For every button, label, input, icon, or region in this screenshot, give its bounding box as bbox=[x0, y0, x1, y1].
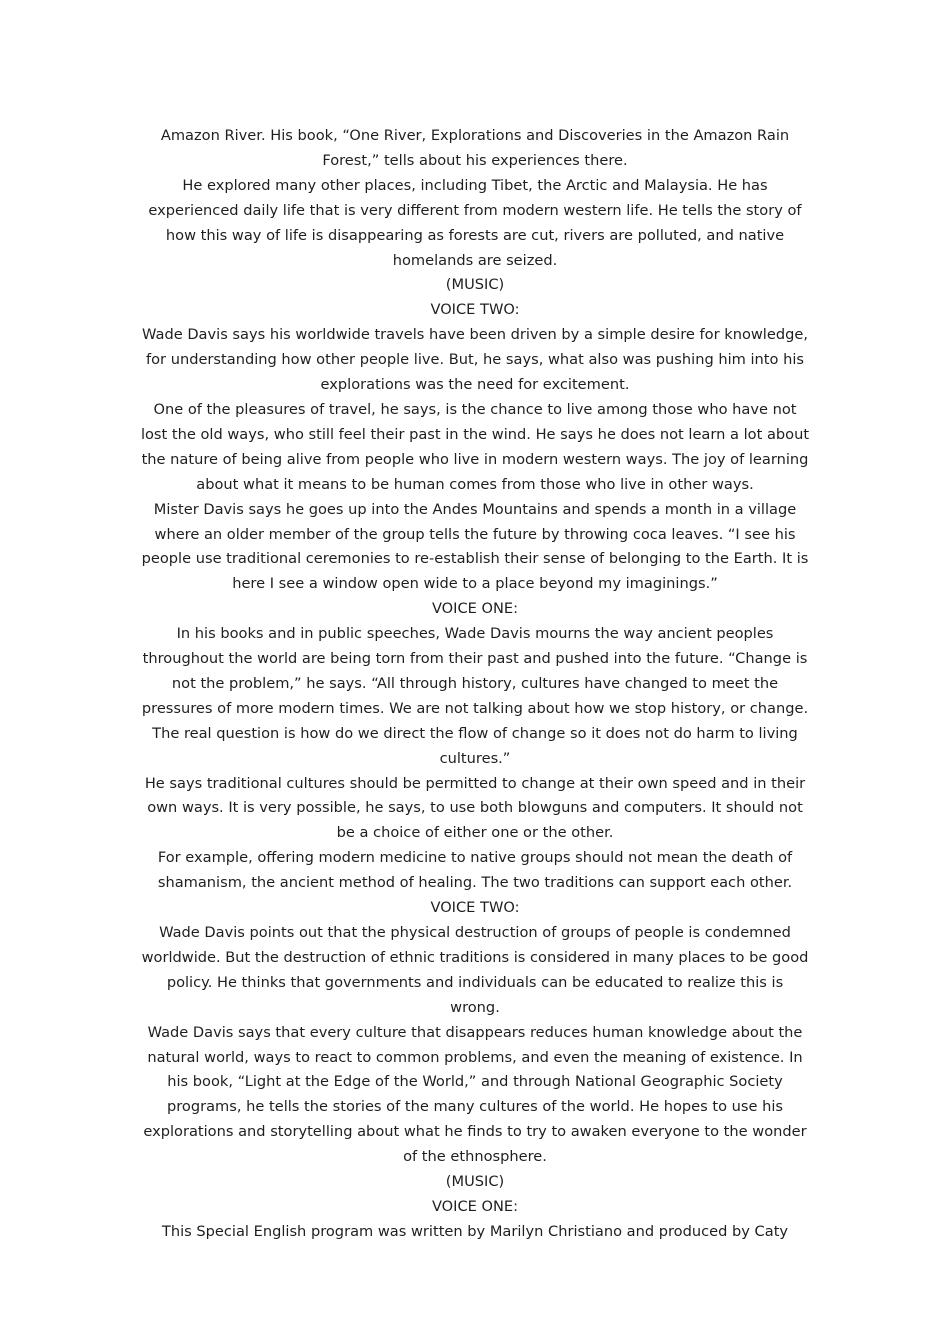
speaker-label-voice-two: VOICE TWO: bbox=[430, 899, 520, 917]
paragraph-explored-places: He explored many other places, including Tibet, the Arctic and Malaysia. He has experienced daily life that is very different from modern western life. He tells the story of how this way of life is disappearing as forests are cut, rivers are polluted, and native homelands are seized. bbox=[148, 176, 802, 269]
paragraph-physical-destruction: Wade Davis points out that the physical destruction of groups of people is condemned worldwide. But the destruction of ethnic traditions is considered in many places to be good policy. He thinks that governments and individuals can be educated to realize this is wrong. bbox=[141, 924, 809, 1016]
speaker-label-voice-one: VOICE ONE: bbox=[431, 1197, 519, 1215]
document-page bbox=[140, 124, 810, 1245]
speaker-label-voice-one: VOICE ONE: bbox=[431, 600, 519, 618]
paragraph-every-culture: Wade Davis says that every culture that disappears reduces human knowledge about the natural world, ways to react to common problems, and even the meaning of existence. In his book, “Light at the Edge of the World,” and through National Geographic Society programs, he tells the stories of the many cultures of the world. He hopes to use his explorations and storytelling about what he finds to try to awaken everyone to the wonder of the ethnosphere. bbox=[143, 1023, 807, 1166]
paragraph-program-credits: This Special English program was written by Marilyn Christiano and produced by Caty bbox=[161, 1222, 789, 1240]
paragraph-andes-mountains: Mister Davis says he goes up into the Andes Mountains and spends a month in a village where an older member of the group tells the future by throwing coca leaves. “I see his people use traditional ceremonies to re-establish their sense of belonging to the Earth. It is here I see a window open wide to a place beyond my imaginings.” bbox=[141, 500, 809, 593]
stage-direction-music: (MUSIC) bbox=[445, 1173, 505, 1191]
paragraph-traditional-cultures: He says traditional cultures should be permitted to change at their own speed and in their own ways. It is very possible, he says, to use both blowguns and computers. It should not be a choice of either one or the other. bbox=[144, 774, 806, 842]
speaker-label-voice-two: VOICE TWO: bbox=[430, 301, 520, 319]
paragraph-mourns-ancient-peoples: In his books and in public speeches, Wade Davis mourns the way ancient peoples throughout the world are being torn from their past and pushed into the future. “Change is not the problem,” he says. “All through history, cultures have changed to meet the pressures of more modern times. We are not talking about how we stop history, or change. The real question is how do we direct the flow of change so it does not do harm to living cultures.” bbox=[141, 625, 809, 767]
paragraph-amazon-river: Amazon River. His book, “One River, Explorations and Discoveries in the Amazon Rain Forest,” tells about his experiences there. bbox=[160, 127, 790, 169]
paragraph-modern-medicine: For example, offering modern medicine to native groups should not mean the death of shamanism, the ancient method of healing. The two traditions can support each other. bbox=[157, 849, 793, 892]
stage-direction-music: (MUSIC) bbox=[445, 276, 505, 294]
paragraph-pleasures-of-travel: One of the pleasures of travel, he says, is the chance to live among those who have not lost the old ways, who still feel their past in the wind. He says he does not learn a lot about the nature of being alive from people who live in modern western ways. The joy of learning about what it means to be human comes from those who live in other ways. bbox=[140, 400, 810, 493]
paragraph-worldwide-travels: Wade Davis says his worldwide travels have been driven by a simple desire for knowledge, for understanding how other people live. But, he says, what also was pushing him into his explorations was the need for excitement. bbox=[142, 326, 808, 394]
